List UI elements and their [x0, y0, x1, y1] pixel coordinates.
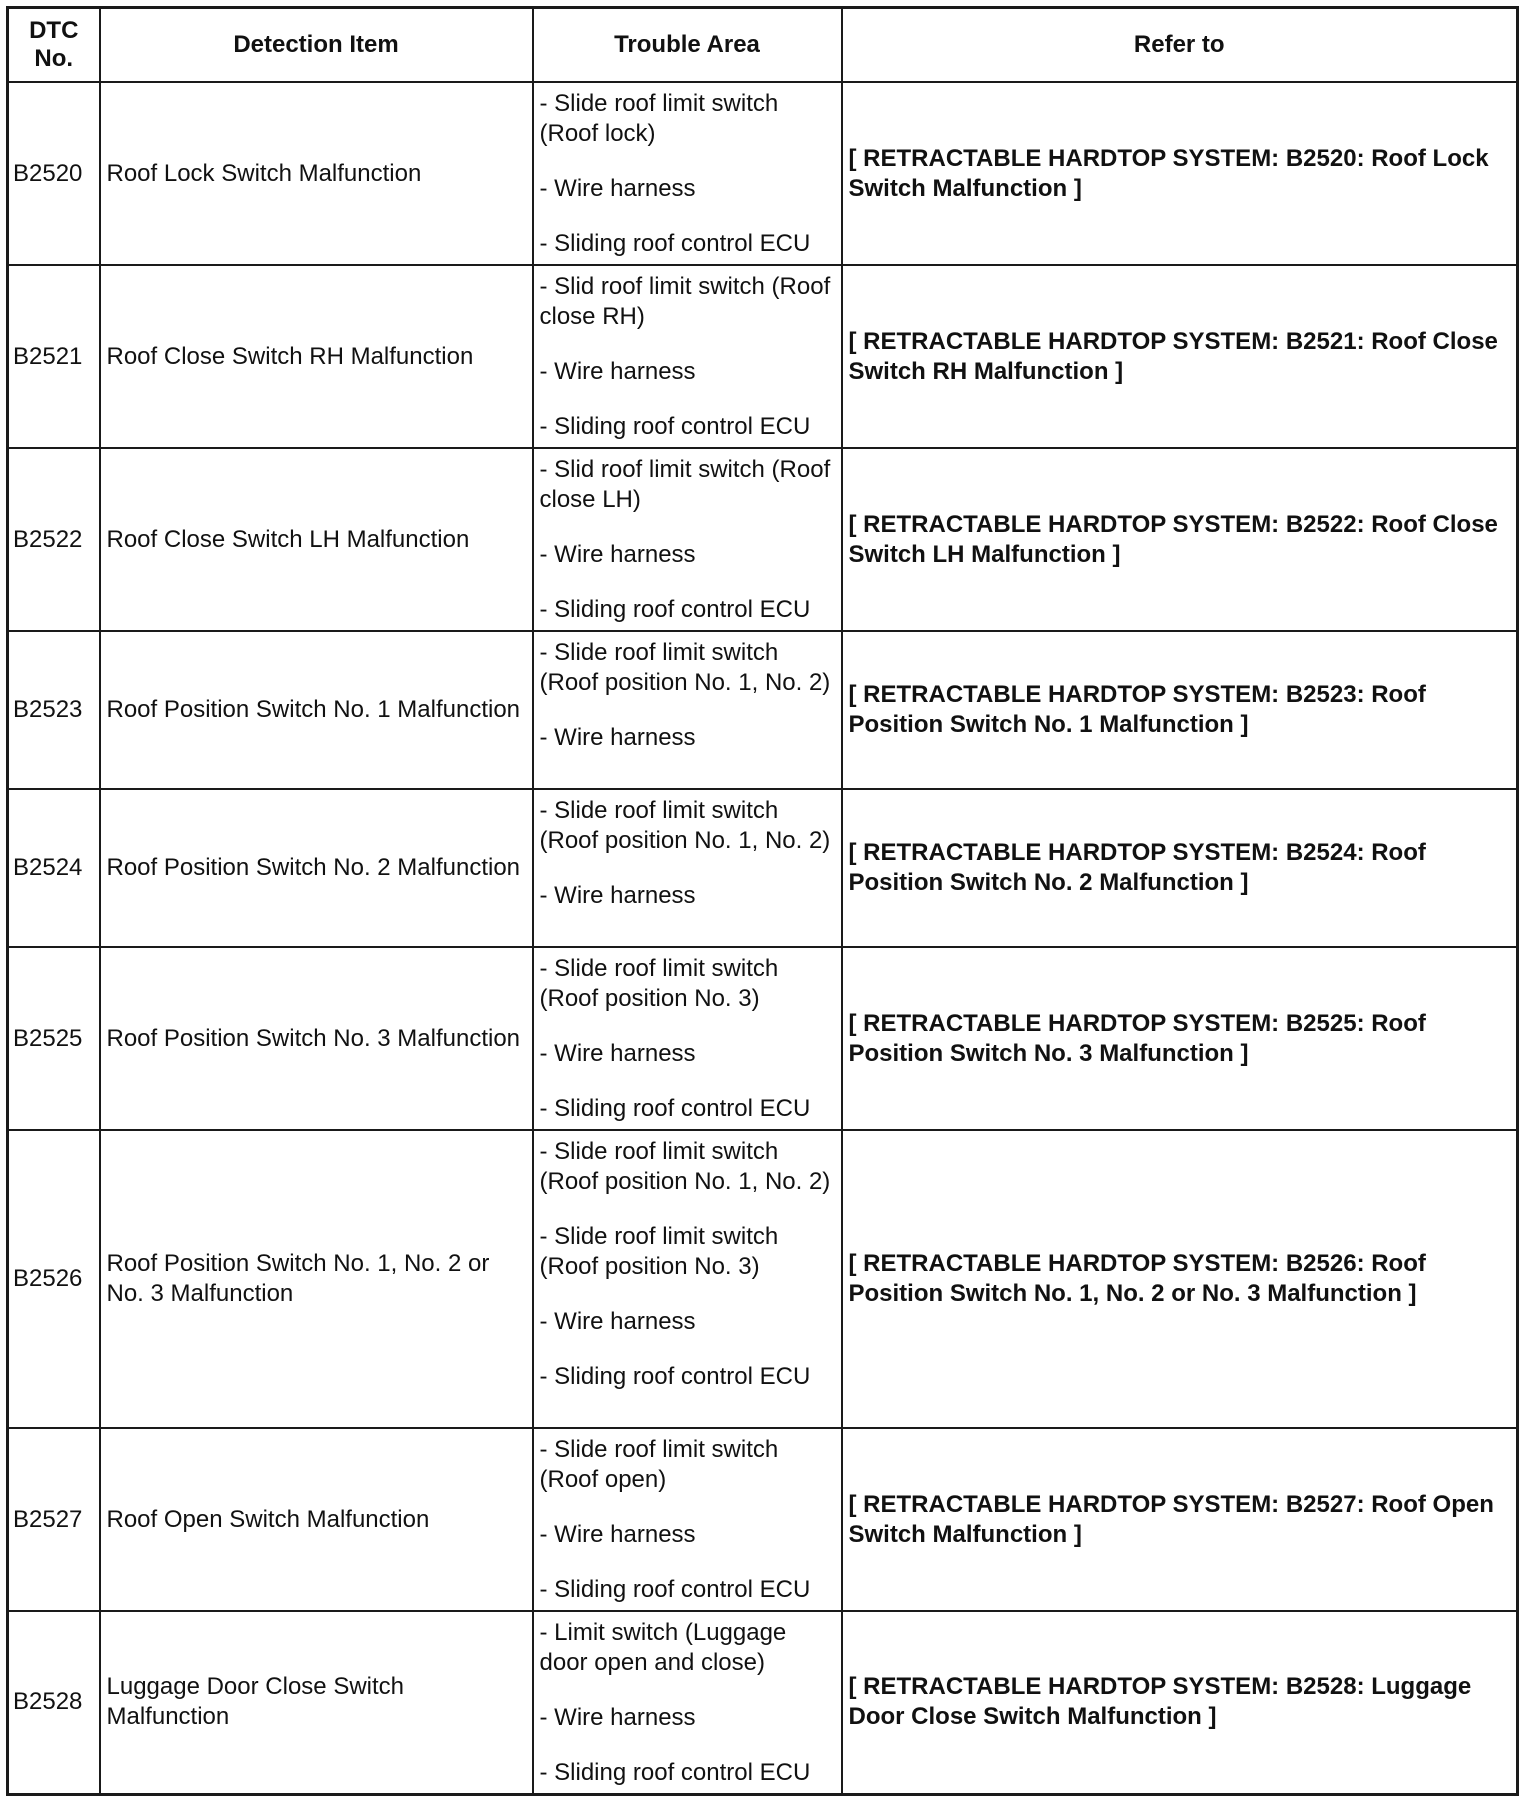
trouble-area-cell — [533, 265, 842, 448]
dtc-code-cell: B2528 — [8, 1611, 100, 1794]
dtc-code-cell: B2524 — [8, 789, 100, 947]
refer-to-link[interactable]: [ RETRACTABLE HARDTOP SYSTEM: B2524: Roof Position Switch No. 2 Malfunction ] — [842, 789, 1518, 947]
trouble-area-cell — [533, 1428, 842, 1611]
trouble-area-cell — [533, 631, 842, 789]
trouble-area-item: - Wire harness — [539, 882, 696, 909]
detection-item-cell: Roof Open Switch Malfunction — [100, 1428, 533, 1611]
refer-to-link[interactable]: [ RETRACTABLE HARDTOP SYSTEM: B2522: Roof Close Switch LH Malfunction ] — [842, 448, 1518, 631]
trouble-area-cell — [533, 1611, 842, 1794]
trouble-area-item: - Slide roof limit switch (Roof lock) — [539, 90, 779, 147]
table-row — [8, 631, 1518, 789]
detection-item-cell: Luggage Door Close Switch Malfunction — [100, 1611, 533, 1794]
detection-item-cell: Roof Position Switch No. 2 Malfunction — [100, 789, 533, 947]
dtc-code-cell: B2527 — [8, 1428, 100, 1611]
trouble-area-item: - Slide roof limit switch (Roof position No. 1, No. 2) — [539, 639, 831, 696]
trouble-area-item: - Sliding roof control ECU — [539, 596, 811, 623]
trouble-area-cell — [533, 789, 842, 947]
header-refer-to: Refer to — [842, 8, 1518, 83]
trouble-area-item: - Wire harness — [539, 541, 696, 568]
detection-item-cell: Roof Lock Switch Malfunction — [100, 82, 533, 265]
trouble-area-item: - Slide roof limit switch (Roof position No. 1, No. 2) — [539, 797, 831, 854]
trouble-area-item: - Slide roof limit switch (Roof position No. 3) — [539, 955, 779, 1012]
trouble-area-item: - Wire harness — [539, 1704, 696, 1731]
detection-item-cell: Roof Position Switch No. 1 Malfunction — [100, 631, 533, 789]
refer-to-link[interactable]: [ RETRACTABLE HARDTOP SYSTEM: B2528: Luggage Door Close Switch Malfunction ] — [842, 1611, 1518, 1794]
trouble-area-item: - Limit switch (Luggage door open and close) — [539, 1619, 787, 1676]
trouble-area-item: - Sliding roof control ECU — [539, 230, 811, 257]
table-row — [8, 1130, 1518, 1428]
trouble-area-item: - Wire harness — [539, 358, 696, 385]
dtc-code-cell: B2522 — [8, 448, 100, 631]
dtc-code-cell: B2525 — [8, 947, 100, 1130]
trouble-area-cell — [533, 1130, 842, 1428]
table-row — [8, 1611, 1518, 1794]
trouble-area-item: - Slide roof limit switch (Roof open) — [539, 1436, 779, 1493]
table-row — [8, 1428, 1518, 1611]
trouble-area-item: - Slid roof limit switch (Roof close LH) — [539, 456, 831, 513]
trouble-area-item: - Wire harness — [539, 1521, 696, 1548]
trouble-area-item: - Wire harness — [539, 175, 696, 202]
table-row — [8, 448, 1518, 631]
refer-to-link[interactable]: [ RETRACTABLE HARDTOP SYSTEM: B2520: Roof Lock Switch Malfunction ] — [842, 82, 1518, 265]
trouble-area-cell — [533, 448, 842, 631]
refer-to-link[interactable]: [ RETRACTABLE HARDTOP SYSTEM: B2526: Roof Position Switch No. 1, No. 2 or No. 3 Malfunction ] — [842, 1130, 1518, 1428]
detection-item-cell: Roof Position Switch No. 3 Malfunction — [100, 947, 533, 1130]
trouble-area-item: - Wire harness — [539, 1040, 696, 1067]
dtc-code-cell: B2523 — [8, 631, 100, 789]
dtc-code-cell: B2520 — [8, 82, 100, 265]
detection-item-cell: Roof Position Switch No. 1, No. 2 or No. 3 Malfunction — [100, 1130, 533, 1428]
trouble-area-item: - Sliding roof control ECU — [539, 1759, 811, 1786]
trouble-area-item: - Sliding roof control ECU — [539, 1576, 811, 1603]
refer-to-link[interactable]: [ RETRACTABLE HARDTOP SYSTEM: B2521: Roof Close Switch RH Malfunction ] — [842, 265, 1518, 448]
dtc-code-cell: B2521 — [8, 265, 100, 448]
trouble-area-item: - Wire harness — [539, 724, 696, 751]
header-row — [8, 8, 1518, 83]
detection-item-cell: Roof Close Switch RH Malfunction — [100, 265, 533, 448]
table-row — [8, 947, 1518, 1130]
header-trouble-area: Trouble Area — [533, 8, 842, 83]
table-row — [8, 82, 1518, 265]
dtc-table — [6, 6, 1519, 1796]
trouble-area-item: - Sliding roof control ECU — [539, 1095, 811, 1122]
header-detection-item: Detection Item — [100, 8, 533, 83]
refer-to-link[interactable]: [ RETRACTABLE HARDTOP SYSTEM: B2525: Roof Position Switch No. 3 Malfunction ] — [842, 947, 1518, 1130]
trouble-area-cell — [533, 947, 842, 1130]
table-row — [8, 265, 1518, 448]
trouble-area-item: - Sliding roof control ECU — [539, 413, 811, 440]
header-dtc-no: DTC No. — [8, 8, 100, 83]
trouble-area-item: - Slide roof limit switch (Roof position No. 3) — [539, 1223, 779, 1280]
table-body — [8, 82, 1518, 1794]
trouble-area-item: - Slide roof limit switch (Roof position No. 1, No. 2) — [539, 1138, 831, 1195]
trouble-area-item: - Wire harness — [539, 1308, 696, 1335]
trouble-area-cell — [533, 82, 842, 265]
table-row — [8, 789, 1518, 947]
refer-to-link[interactable]: [ RETRACTABLE HARDTOP SYSTEM: B2523: Roof Position Switch No. 1 Malfunction ] — [842, 631, 1518, 789]
refer-to-link[interactable]: [ RETRACTABLE HARDTOP SYSTEM: B2527: Roof Open Switch Malfunction ] — [842, 1428, 1518, 1611]
dtc-code-cell: B2526 — [8, 1130, 100, 1428]
detection-item-cell: Roof Close Switch LH Malfunction — [100, 448, 533, 631]
trouble-area-item: - Slid roof limit switch (Roof close RH) — [539, 273, 831, 330]
trouble-area-item: - Sliding roof control ECU — [539, 1363, 811, 1390]
